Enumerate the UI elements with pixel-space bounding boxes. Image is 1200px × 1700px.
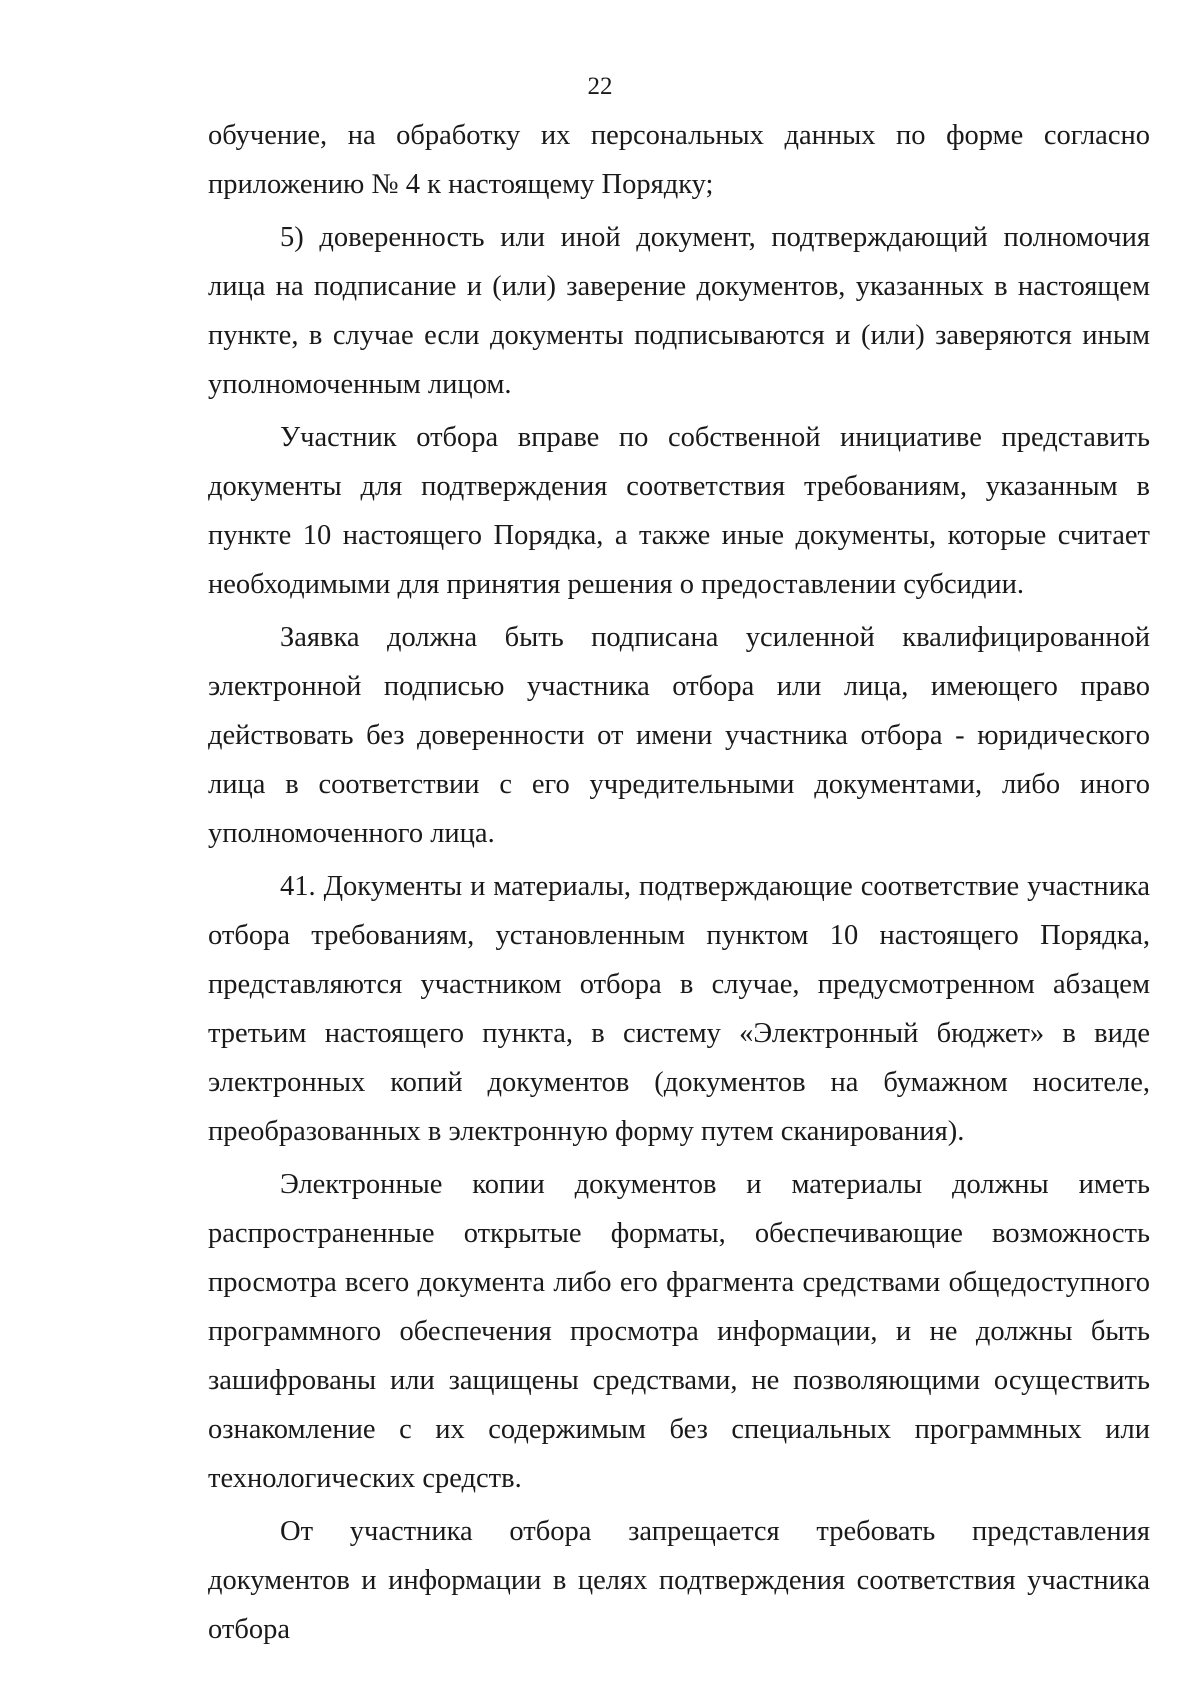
page-number: 22 — [587, 73, 613, 100]
paragraph-consent-continuation: обучение, на обработку их персональных данных по форме согласно приложению № 4 к настоящему Порядку; — [208, 120, 1150, 200]
document-body — [208, 111, 1150, 1658]
paragraph-application-signature: Заявка должна быть подписана усиленной квалифицированной электронной подписью участника отбора или лица, имеющего право действовать без доверенности от имени участника отбора - юридического лица в соответствии с его учредительными документами, либо иного уполномоченного лица. — [208, 622, 1150, 849]
paragraph-prohibition: От участника отбора запрещается требовать представления документов и информации в целях подтверждения соответствия участника отбора — [208, 1516, 1150, 1645]
paragraph-electronic-copies-formats: Электронные копии документов и материалы должны иметь распространенные открытые форматы, обеспечивающие возможность просмотра всего документа либо его фрагмента средствами общедоступного программного обеспечения просмотра информации, и не должны быть зашифрованы или защищены средствами, не позволяющими осуществить ознакомление с их содержимым без специальных программных или технологических средств. — [208, 1169, 1150, 1494]
paragraph-item-5-power-of-attorney: 5) доверенность или иной документ, подтверждающий полномочия лица на подписание и (или) заверение документов, указанных в настоящем пункте, в случае если документы подписываются и (или) заверяются иным уполномоченным лицом. — [208, 222, 1150, 400]
paragraph-additional-documents: Участник отбора вправе по собственной инициативе представить документы для подтверждения соответствия требованиям, указанным в пункте 10 настоящего Порядка, а также иные документы, которые считает необходимыми для принятия решения о предоставлении субсидии. — [208, 422, 1150, 600]
paragraph-section-41: 41. Документы и материалы, подтверждающие соответствие участника отбора требованиям, установленным пунктом 10 настоящего Порядка, представляются участником отбора в случае, предусмотренном абзацем третьим настоящего пункта, в систему «Электронный бюджет» в виде электронных копий документов (документов на бумажном носителе, преобразованных в электронную форму путем сканирования). — [208, 871, 1150, 1147]
